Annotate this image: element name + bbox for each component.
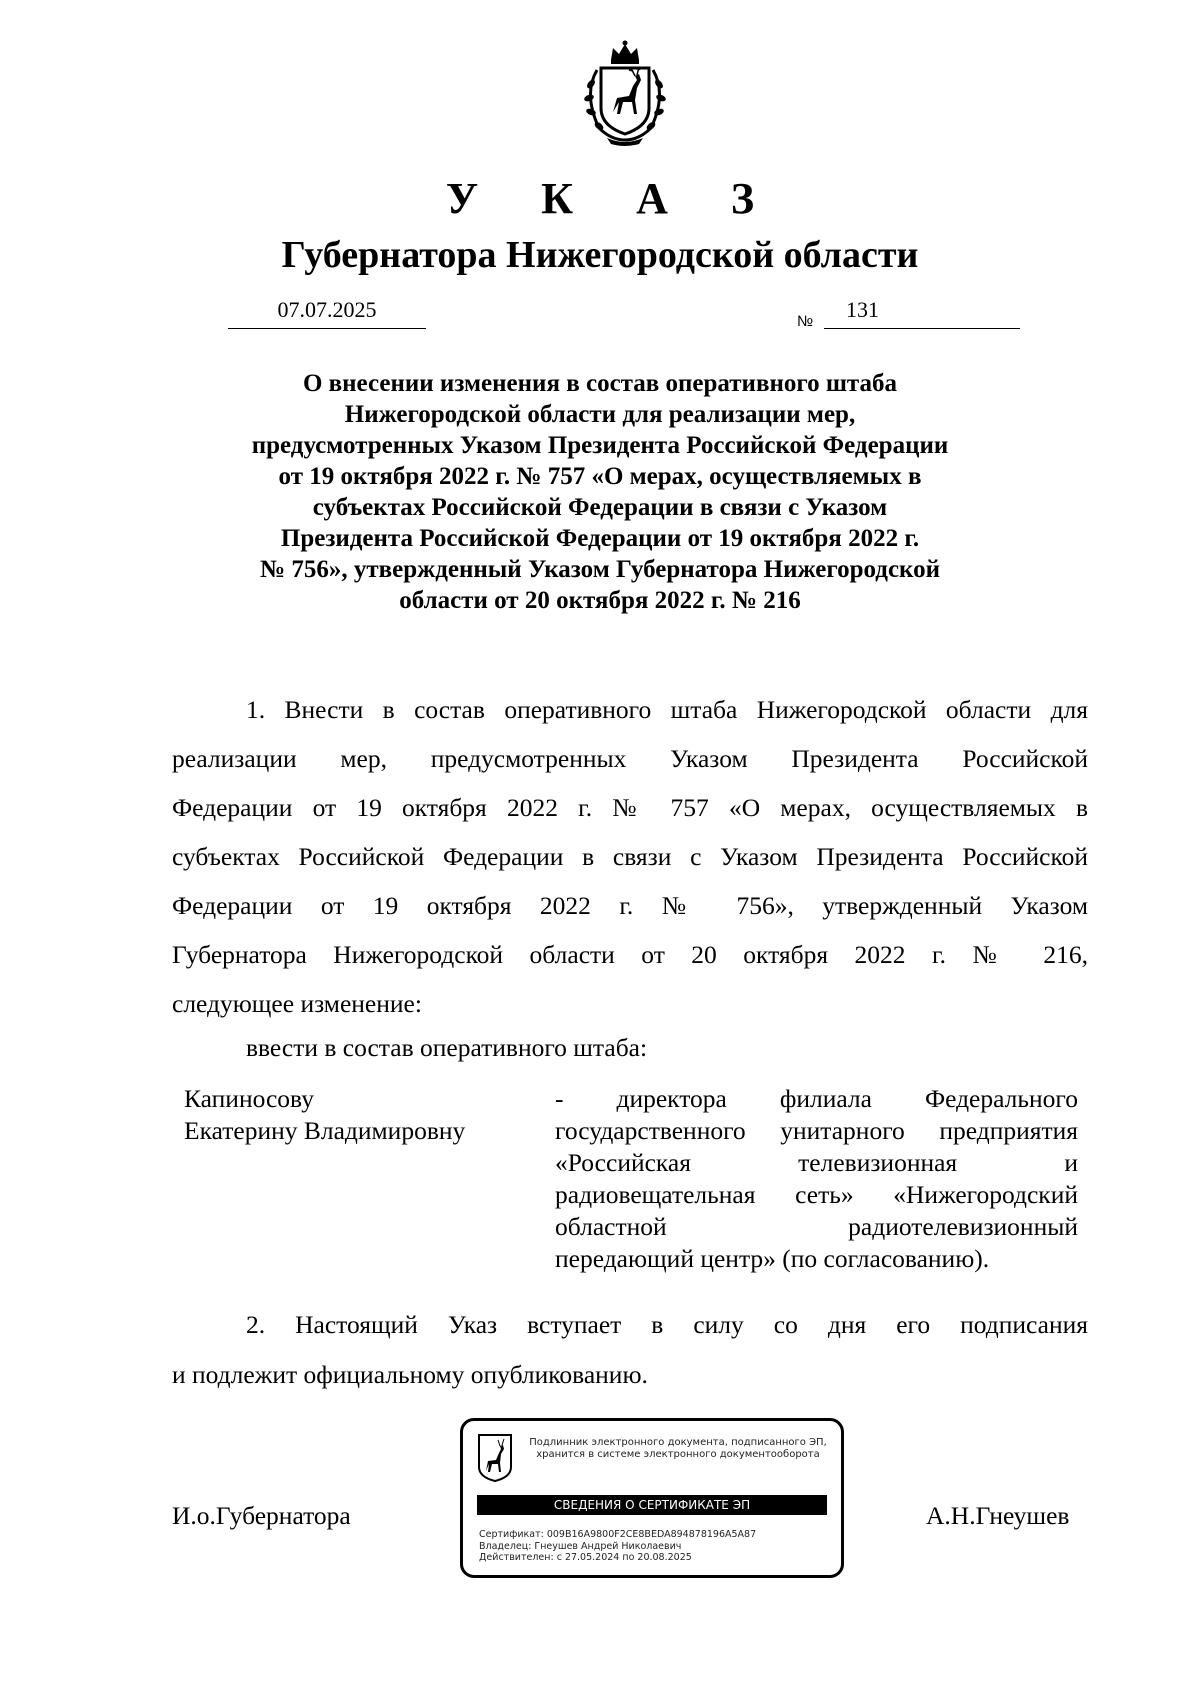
document-heading xyxy=(180,368,1020,616)
heading-line: № 756», утвержденный Указом Губернатора Нижегородской xyxy=(259,556,941,583)
paragraph-2 xyxy=(172,1300,1088,1400)
member-name-line: Капиносову xyxy=(184,1084,314,1113)
paragraph-line: Губернатора Нижегородской области от 20 октября 2022 г. № 216, xyxy=(172,940,1088,969)
paragraph-line: 1. Внести в состав оперативного штаба Нижегородской области для xyxy=(246,695,1088,724)
certificate-id: Сертификат: 009B16A9800F2CE8BEDA894878196A5A87 xyxy=(479,1529,757,1540)
member-desc-line: радиовещательная сеть» «Нижегородский xyxy=(555,1180,1078,1209)
stamp-certificate-bar: СВЕДЕНИЯ О СЕРТИФИКАТЕ ЭП xyxy=(477,1495,827,1515)
member-desc-line: передающий центр» (по согласованию). xyxy=(555,1244,990,1273)
intro-line: ввести в состав оперативного штаба: xyxy=(246,1033,648,1062)
paragraph-line: следующее изменение: xyxy=(172,989,422,1018)
member-desc-line: областной радиотелевизионный xyxy=(555,1212,1078,1241)
number-label: № xyxy=(797,313,814,330)
paragraph-1 xyxy=(172,685,1088,1028)
member-desc-line: государственного унитарного предприятия xyxy=(555,1116,1078,1145)
paragraph-line: 2. Настоящий Указ вступает в силу со дня его подписания xyxy=(246,1310,1088,1339)
certificate-validity: Действителен: с 27.05.2024 по 20.08.2025 xyxy=(479,1552,692,1563)
member-name-line: Екатерину Владимировну xyxy=(184,1116,466,1145)
paragraph-line: субъектах Российской Федерации в связи с Указом Президента Российской xyxy=(172,842,1088,871)
heading-line: предусмотренных Указом Президента Российской Федерации xyxy=(251,432,949,459)
heading-line: субъектах Российской Федерации в связи с Указом xyxy=(312,494,888,521)
member-desc-line: «Российская телевизионная и xyxy=(555,1148,1078,1177)
document-type-title: У К А З xyxy=(445,174,781,223)
member-name xyxy=(184,1083,524,1147)
stamp-notice-line: Подлинник электронного документа, подписанного ЭП, xyxy=(529,1437,827,1448)
paragraph-line: Федерации от 19 октября 2022 г. № 756», утвержденный Указом xyxy=(172,891,1088,920)
paragraph-line: реализации мер, предусмотренных Указом Президента Российской xyxy=(172,744,1088,773)
heading-line: от 19 октября 2022 г. № 757 «О мерах, осуществляемых в xyxy=(278,463,922,490)
stamp-notice xyxy=(519,1437,837,1461)
member-description xyxy=(555,1083,1078,1275)
heading-line: Нижегородской области для реализации мер, xyxy=(344,401,856,428)
coat-of-arms-icon xyxy=(573,40,677,146)
stamp-certificate-info xyxy=(479,1529,756,1564)
signatory-name: А.Н.Гнеушев xyxy=(926,1501,1070,1530)
heading-line: Президента Российской Федерации от 19 октября 2022 г. xyxy=(280,525,920,552)
stamp-notice-line: хранится в системе электронного документооборота xyxy=(536,1449,820,1460)
heading-line: области от 20 октября 2022 г. № 216 xyxy=(399,587,801,614)
certificate-owner: Владелец: Гнеушев Андрей Николаевич xyxy=(479,1540,682,1552)
paragraph-line: Федерации от 19 октября 2022 г. № 757 «О мерах, осуществляемых в xyxy=(172,793,1088,822)
heading-line: О внесении изменения в состав оперативного штаба xyxy=(302,370,898,397)
document-date: 07.07.2025 xyxy=(228,296,426,329)
paragraph-line: и подлежит официальному опубликованию. xyxy=(172,1360,648,1389)
signatory-position: И.о.Губернатора xyxy=(172,1501,351,1530)
member-desc-line: - директора филиала Федерального xyxy=(555,1084,1078,1113)
document-number: 131 xyxy=(824,296,1020,329)
issuer-title: Губернатора Нижегородской области xyxy=(281,234,919,276)
e-signature-stamp xyxy=(460,1418,844,1578)
deer-emblem-icon xyxy=(477,1433,513,1483)
